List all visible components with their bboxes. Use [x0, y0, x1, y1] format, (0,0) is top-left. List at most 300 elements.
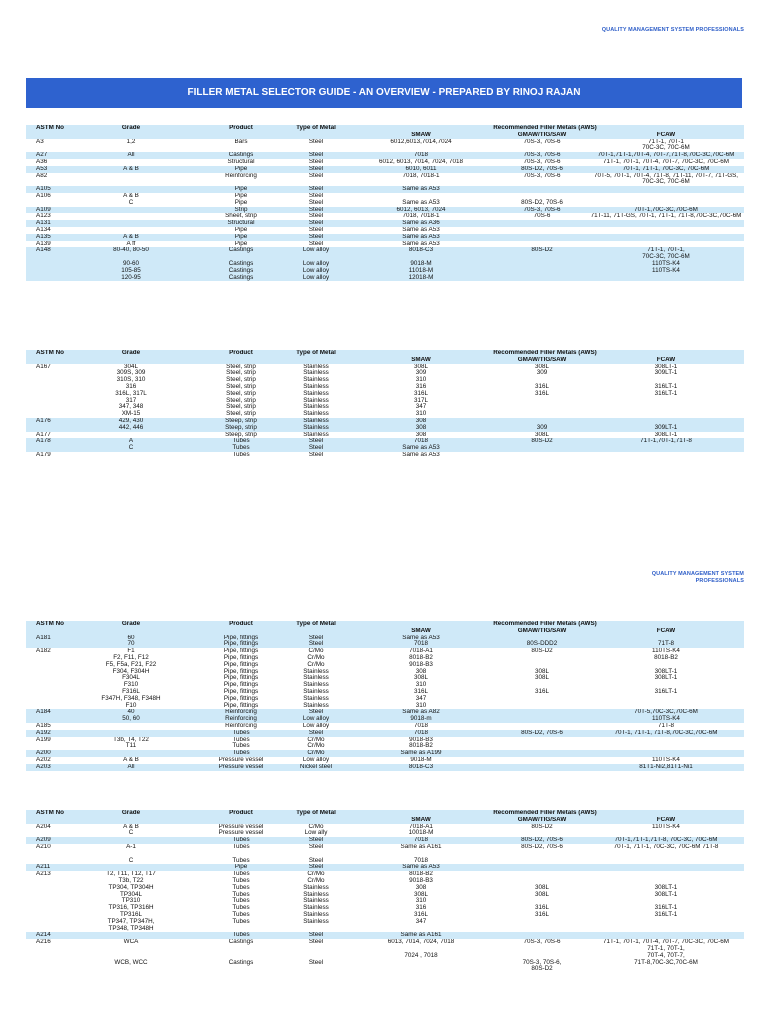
- cell-product: Castings Castings: [228, 939, 254, 966]
- cell-type: Steel: [308, 158, 324, 165]
- filler-table-3: [26, 621, 744, 771]
- table-row: [26, 452, 744, 459]
- cell-grade: A ff: [126, 240, 136, 247]
- cell-product: Tubes: [232, 750, 250, 757]
- cell-fcaw: 110TS-K4: [652, 756, 680, 763]
- cell-smaw: 7018, 7018-1: [402, 213, 440, 220]
- cell-type: Low alloy: [302, 756, 330, 763]
- cell-smaw: 6012,6013,7014,7024: [390, 138, 452, 145]
- table-row: [26, 227, 744, 234]
- cell-product: Reinforcing: [225, 172, 257, 179]
- table-row: [26, 844, 744, 864]
- cell-product: Tubes: [232, 729, 250, 736]
- cell-smaw: Same as A53: [402, 233, 440, 240]
- cell-gmaw: 70S-3, 70S-6: [523, 172, 561, 179]
- cell-grade: [66, 173, 196, 187]
- header-fcaw: FCAW: [656, 627, 676, 634]
- cell-product: Pressure vessel: [218, 756, 264, 763]
- cell-smaw: 8018-C3: [408, 763, 434, 770]
- cell-astm: A177: [36, 431, 51, 438]
- cell-grade: A & B: [123, 165, 139, 172]
- cell-grade: 40 50, 60: [122, 709, 140, 723]
- header-recommended: Recommended Filler Metals (AWS): [493, 350, 597, 356]
- cell-smaw: 7018-A1 10018-M: [408, 823, 434, 837]
- cell-gmaw: [496, 750, 588, 757]
- cell-type: Steel: [308, 729, 324, 736]
- cell-type: Low alloy Low alloy Low alloy Low alloy: [302, 247, 330, 281]
- cell-grade: F1 F2, F11, F12 F5, F5a, F21, F22 F304, F304H F304L F310 F316L F347H, F348, F348H F10: [101, 648, 161, 709]
- cell-product: Reinforcing: [225, 722, 257, 729]
- table-row: [26, 432, 744, 439]
- filler-table-2: [26, 350, 744, 459]
- cell-smaw: 7018: [413, 837, 428, 844]
- cell-gmaw: 80S-D2: [531, 438, 553, 445]
- table-row: [26, 864, 744, 871]
- table-subheader-row: [26, 817, 744, 824]
- cell-product: Pipe, fittings Pipe, fittings: [223, 634, 259, 648]
- cell-gmaw: [496, 723, 588, 730]
- cell-gmaw: [496, 234, 588, 241]
- cell-gmaw: 70S-3, 70S-6: [523, 206, 561, 213]
- cell-gmaw: 70S-3, 70S-6: [523, 158, 561, 165]
- header-spacer: [286, 817, 346, 824]
- cell-astm: A216: [36, 939, 51, 946]
- header-spacer: [66, 132, 196, 139]
- table-header-row: [26, 125, 744, 132]
- header-gmaw: GMAW/TIG/SAW: [517, 816, 567, 823]
- cell-astm: A109: [36, 206, 51, 213]
- cell-fcaw: [588, 227, 744, 234]
- cell-fcaw: 70T-5,70C-3C,70C-6M 110TS-K4: [634, 709, 698, 723]
- header-spacer: [26, 357, 66, 364]
- cell-fcaw: 71T-1,70T-1,71T-8: [640, 438, 692, 445]
- cell-gmaw: [496, 452, 588, 459]
- cell-gmaw: 80S-DDD2: [526, 640, 558, 648]
- cell-smaw: Same as A53: [402, 226, 440, 233]
- cell-gmaw: 70S-3, 70S-6: [523, 138, 561, 145]
- header-smaw: SMAW: [411, 627, 431, 634]
- cell-astm: A27: [36, 152, 48, 159]
- table-row: [26, 939, 744, 973]
- cell-grade: [66, 723, 196, 730]
- header-type: Type of Metal: [296, 810, 336, 816]
- cell-gmaw: [496, 241, 588, 248]
- cell-smaw: 9018-B3 8018-B2: [409, 736, 433, 750]
- cell-smaw: 7018: [413, 152, 428, 159]
- cell-gmaw: 308L: [534, 431, 549, 438]
- header-smaw: SMAW: [411, 131, 431, 138]
- cell-gmaw: 80S-D2 308L 308L 316L: [531, 648, 553, 695]
- cell-smaw: 308L 309 310 316 316L 317L 347 310: [413, 363, 428, 418]
- cell-product: Pipe Pipe: [234, 192, 248, 206]
- cell-smaw: 9018-M: [410, 756, 432, 763]
- header-tag-2: QUALITY MANAGEMENT SYSTEM PROFESSIONALS: [651, 571, 744, 584]
- cell-astm: A3: [36, 138, 44, 145]
- cell-type: Nickel steel: [299, 763, 333, 770]
- table-row: [26, 173, 744, 187]
- cell-product: Pipe: [234, 165, 248, 172]
- cell-smaw: 7018 Same as A53: [402, 438, 440, 452]
- cell-product: Tubes: [232, 932, 250, 939]
- cell-astm: A192: [36, 729, 51, 736]
- cell-gmaw: [496, 186, 588, 193]
- cell-astm: A200: [36, 750, 51, 757]
- cell-astm: A139: [36, 240, 51, 247]
- header-spacer: [66, 628, 196, 635]
- cell-astm: A204: [36, 823, 51, 830]
- header-spacer: [286, 132, 346, 139]
- header-smaw: SMAW: [411, 356, 431, 363]
- cell-astm: A176: [36, 417, 51, 424]
- cell-type: Steel: [308, 932, 324, 939]
- cell-type: Steel: [308, 186, 324, 193]
- cell-smaw: 308 308: [415, 417, 427, 431]
- cell-type: Steel: [308, 451, 324, 458]
- header-spacer: [26, 628, 66, 635]
- table-row: [26, 213, 744, 220]
- cell-smaw: 7018, 7018-1: [402, 172, 440, 179]
- header-spacer: [286, 357, 346, 364]
- cell-fcaw: [588, 241, 744, 248]
- cell-product: Tubes: [232, 837, 250, 844]
- cell-smaw: 8018-B2 9018-B3 308 308L 310 316 316L 347: [409, 871, 433, 925]
- cell-gmaw: [496, 932, 588, 939]
- header-spacer: [196, 817, 286, 824]
- cell-fcaw: 309LT-1: [654, 423, 678, 431]
- header-astm: ASTM No: [36, 125, 64, 131]
- cell-gmaw: [496, 764, 588, 771]
- cell-product: Tubes: [232, 451, 250, 458]
- cell-astm: A210: [36, 843, 51, 850]
- table-row: [26, 750, 744, 757]
- cell-gmaw: 309: [536, 423, 548, 431]
- cell-grade: [66, 837, 196, 844]
- cell-product: Pipe: [234, 186, 248, 193]
- cell-type: C/Mo Cr/Mo Cr/Mo Stainless Stainless Stainless Stainless Stainless Stainless: [303, 648, 329, 709]
- cell-product: Pipe: [234, 226, 248, 233]
- cell-product: Pipe: [234, 233, 248, 240]
- cell-product: Pressure vessel: [218, 763, 264, 770]
- header-product: Product: [229, 621, 253, 627]
- cell-astm: A178: [36, 438, 51, 445]
- header-astm: ASTM No: [36, 621, 64, 627]
- cell-smaw: Same as A199: [400, 750, 442, 757]
- cell-product: Strip: [234, 206, 248, 213]
- cell-fcaw: 308LT-1 309LT-1 316LT-1 316LT-1: [654, 363, 678, 397]
- table-header-row: [26, 621, 744, 628]
- cell-grade: 304L 309S, 309 310S, 310 316 316L, 317L 317 347, 348 XM-15: [115, 363, 147, 418]
- cell-product: Sheet, strip: [225, 213, 257, 220]
- cell-grade: 60 70: [127, 634, 135, 648]
- header-spacer: [66, 357, 196, 364]
- header-fcaw: FCAW: [656, 816, 676, 823]
- table-row: [26, 193, 744, 207]
- cell-fcaw: 110TS-K4: [652, 823, 680, 830]
- table-row: [26, 723, 744, 730]
- cell-fcaw: 81T1-Ni2,81T1-Ni1: [639, 763, 693, 770]
- header-type: Type of Metal: [296, 125, 336, 131]
- cell-gmaw: 308L 308L 316L 316L: [534, 883, 549, 918]
- cell-grade: A-1 C: [126, 843, 136, 864]
- cell-grade: [66, 159, 196, 166]
- table-row: [26, 764, 744, 771]
- cell-smaw: 7018: [413, 722, 428, 729]
- table-row: [26, 418, 744, 432]
- cell-fcaw: 70T-1,71T-1,71T-8, 70C-3C, 70C-6M: [614, 837, 718, 844]
- cell-fcaw: 70T-1, 71T-1, 70C-3C, 70C-6M 71T-8: [613, 843, 719, 850]
- cell-product: Structural: [227, 220, 255, 227]
- header-recommended: Recommended Filler Metals (AWS): [493, 810, 597, 816]
- cell-smaw: 8018-C3 9018-M 11018-M 12018-M: [408, 247, 434, 281]
- table-row: [26, 166, 744, 173]
- cell-fcaw: 71T-1, 70T-1, 70T-4, 70T-7, 70C-3C, 70C-6M 71T-1, 70T-1, 70T-4, 70T-7, 71T-8,70C-3C,70C-6M: [603, 939, 729, 966]
- cell-fcaw: 70T-1, 71T-1, 71T-8,70C-3C,70C-6M: [614, 729, 718, 736]
- cell-gmaw: [496, 227, 588, 234]
- cell-grade: [66, 220, 196, 227]
- table-row: [26, 186, 744, 193]
- cell-astm: A211: [36, 864, 51, 871]
- cell-type: Steel Steel: [308, 939, 324, 966]
- cell-gmaw: 70S-3, 70S-6: [523, 152, 561, 159]
- cell-type: Steel: [308, 138, 324, 145]
- cell-grade: 429, 430 442, 446: [118, 417, 144, 431]
- table-row: [26, 871, 744, 932]
- header-grade: Grade: [121, 621, 141, 627]
- cell-product: Reinforcing Reinforcing: [225, 709, 257, 723]
- header-grade: Grade: [121, 350, 141, 356]
- cell-fcaw: 71T-1, 70T-1, 70C-3C, 70C-6M 110TS-K4 110TS-K4: [642, 247, 690, 274]
- cell-grade: [66, 932, 196, 939]
- header-product: Product: [229, 810, 253, 816]
- cell-product: Steep, strip: [225, 431, 257, 438]
- cell-type: Steel: [308, 864, 324, 871]
- cell-astm: A182: [36, 648, 51, 655]
- cell-product: Castings: [228, 152, 254, 159]
- table-row: [26, 709, 744, 723]
- cell-astm: A179: [36, 451, 51, 458]
- header-type: Type of Metal: [296, 350, 336, 356]
- table-row: [26, 152, 744, 159]
- cell-grade: A & B: [123, 756, 139, 763]
- table-row: [26, 438, 744, 452]
- table-row: [26, 139, 744, 153]
- header-spacer: [196, 628, 286, 635]
- cell-astm: A106: [36, 192, 51, 199]
- cell-gmaw: [496, 220, 588, 227]
- header-recommended: Recommended Filler Metals (AWS): [493, 621, 597, 627]
- header-spacer: [196, 357, 286, 364]
- cell-smaw: Same as A53: [402, 451, 440, 458]
- header-tag: QUALITY MANAGEMENT SYSTEM PROFESSIONALS: [601, 27, 744, 33]
- cell-fcaw: 71T-8: [657, 722, 675, 729]
- cell-fcaw: [588, 864, 744, 871]
- cell-smaw: Same as A161: [400, 932, 442, 939]
- header-gmaw: GMAW/TIG/SAW: [517, 131, 567, 138]
- cell-product: Tubes Tubes: [232, 736, 250, 750]
- header-grade: Grade: [121, 125, 141, 131]
- cell-grade: [66, 864, 196, 871]
- filler-table-1: [26, 125, 744, 281]
- table-row: [26, 207, 744, 214]
- cell-type: Steel: [308, 226, 324, 233]
- table-subheader-row: [26, 357, 744, 364]
- cell-smaw: Same as A53: [402, 198, 440, 206]
- cell-type: C/Mo Low ally: [304, 823, 328, 837]
- header-product: Product: [229, 125, 253, 131]
- cell-grade: A & B: [123, 233, 139, 240]
- cell-astm: A123: [36, 213, 51, 220]
- cell-smaw: Same as A53 7018: [402, 634, 440, 648]
- header-astm: ASTM No: [36, 350, 64, 356]
- cell-type: Steel Low alloy: [302, 709, 330, 723]
- cell-type: Stainless: [303, 431, 329, 438]
- table-header-row: [26, 810, 744, 817]
- cell-product: Structural: [227, 158, 255, 165]
- table-header-row: [26, 350, 744, 357]
- cell-grade: All: [127, 152, 135, 159]
- header-spacer: [196, 132, 286, 139]
- header-astm: ASTM No: [36, 810, 64, 816]
- table-row: [26, 364, 744, 418]
- cell-astm: A203: [36, 763, 51, 770]
- cell-product: Pipe, fittings Pipe, fittings Pipe, fittings Pipe, fittings Pipe, fittings Pipe, fittings Pipe, fittings Pipe, fittings Pipe, fittings: [223, 648, 259, 709]
- cell-astm: A135: [36, 233, 51, 240]
- cell-product: Pipe: [234, 864, 248, 871]
- cell-product: Pipe: [234, 240, 248, 247]
- cell-fcaw: 71T-1, 70T-1, 70T-4, 70T-7, 70C-3C, 70C-6M: [603, 158, 729, 165]
- filler-table-4: [26, 810, 744, 973]
- cell-type: Steel: [308, 206, 324, 213]
- cell-fcaw: 70T-1, 71T-1, 70C-3C, 70C-6M: [622, 165, 710, 172]
- cell-astm: A53: [36, 165, 48, 172]
- cell-fcaw: [588, 220, 744, 227]
- cell-smaw: Same as A53: [402, 240, 440, 247]
- cell-smaw: 6012, 6013, 7014, 7024, 7018: [378, 158, 464, 165]
- cell-fcaw: 308LT-1: [654, 431, 678, 438]
- cell-smaw: 6010, 6011: [405, 165, 437, 172]
- cell-product: Pressure vessel Pressure vessel: [218, 823, 264, 837]
- cell-smaw: Same as A53: [402, 864, 440, 871]
- cell-fcaw: [588, 186, 744, 193]
- cell-fcaw: 308LT-1 308LT-1 316LT-1 316LT-1: [654, 883, 678, 918]
- header-spacer: [66, 817, 196, 824]
- cell-type: Steel: [308, 165, 324, 172]
- cell-smaw: 308: [415, 431, 427, 438]
- cell-gmaw: 80S-D2: [531, 247, 553, 254]
- header-fcaw: FCAW: [656, 131, 676, 138]
- cell-gmaw: [496, 864, 588, 871]
- cell-product: Steel, strip Steel, strip Steel, strip Steel, strip Steel, strip Steel, strip Steel, strip Steel, strip: [226, 363, 256, 418]
- cell-smaw: 7018-A1 8018-B2 9018-B3 308 308L 310 316L 347 310: [409, 648, 433, 709]
- page-title-banner: FILLER METAL SELECTOR GUIDE - AN OVERVIEW - PREPARED BY RINOJ RAJAN: [26, 78, 742, 108]
- header-grade: Grade: [121, 810, 141, 816]
- cell-grade: 1,2: [126, 138, 136, 145]
- table-row: [26, 730, 744, 737]
- cell-gmaw: 80S-D2: [531, 823, 553, 830]
- cell-grade: [66, 432, 196, 439]
- cell-smaw: Same as A53: [402, 186, 440, 193]
- cell-grade: [66, 452, 196, 459]
- cell-astm: A184: [36, 709, 51, 716]
- cell-type: Steel: [308, 233, 324, 240]
- cell-type: Low alloy: [302, 722, 330, 729]
- header-product: Product: [229, 350, 253, 356]
- table-subheader-row: [26, 132, 744, 139]
- cell-fcaw: 71T-11, 71T-GS, 70T-1, 71T-1, 71T-8,70C-3C,70C-6M: [590, 213, 742, 220]
- cell-type: Steel: [308, 240, 324, 247]
- cell-astm: A199: [36, 736, 51, 743]
- table-row: [26, 837, 744, 844]
- cell-gmaw: 80S-D2, 70S-6: [521, 165, 563, 172]
- cell-astm: A209: [36, 837, 51, 844]
- cell-type: Steel: [308, 152, 324, 159]
- cell-grade: [66, 750, 196, 757]
- cell-type: Steel Steel: [308, 192, 324, 206]
- header-recommended: Recommended Filler Metals (AWS): [493, 125, 597, 131]
- cell-fcaw: [588, 932, 744, 939]
- cell-smaw: Same as A82 9018-m: [402, 709, 440, 723]
- table-row: [26, 824, 744, 838]
- header-gmaw: GMAW/TIG/SAW: [517, 627, 567, 634]
- cell-smaw: 7018: [413, 729, 428, 736]
- cell-grade: T2, T11, T12, T17 T3b, T22 TP304, TP304H TP304L TP310 TP316, TP316H TP316L TP347, TP347H, TP348, TP348H: [106, 871, 156, 932]
- cell-fcaw: [588, 452, 744, 459]
- cell-type: Steel: [308, 172, 324, 179]
- cell-type: Stainless Stainless Stainless Stainless Stainless Stainless Stainless Stainless: [303, 363, 329, 418]
- cell-grade: [66, 207, 196, 214]
- cell-gmaw: 70S-6: [533, 213, 551, 220]
- cell-grade: [66, 213, 196, 220]
- cell-fcaw: 70T-5, 70T-1, 70T-4, 71T-8, 71T-11, 70T-7, 71T-GS, 70C-3C, 70C-6M: [593, 172, 739, 186]
- cell-product: Steep, strip Steep, strip: [225, 417, 257, 431]
- cell-grade: A C: [128, 438, 134, 452]
- table-row: [26, 757, 744, 764]
- cell-product: Bars: [234, 138, 248, 145]
- cell-gmaw: 308L 309 316L 316L: [534, 363, 549, 397]
- cell-gmaw: [496, 737, 588, 751]
- cell-type: Cr/Mo: [307, 750, 325, 757]
- cell-type: Steel Steel: [308, 438, 324, 452]
- cell-grade: A & B C: [123, 192, 139, 206]
- header-smaw: SMAW: [411, 816, 431, 823]
- table-row: [26, 635, 744, 649]
- cell-grade: A & B C: [123, 823, 139, 837]
- cell-gmaw: 80S-D2, 70S-6: [521, 198, 563, 206]
- cell-grade: 80-40, 80-50 90-60 105-85 120-95: [113, 247, 149, 281]
- table-row: [26, 648, 744, 709]
- cell-type: Steel: [308, 837, 324, 844]
- cell-grade: All: [127, 763, 135, 770]
- cell-smaw: 6013, 7014, 7024, 7018 7024 , 7018: [387, 939, 455, 959]
- cell-fcaw: 70T-1,70C-3C,70C-6M: [634, 206, 698, 213]
- header-spacer: [286, 628, 346, 635]
- header-type: Type of Metal: [296, 621, 336, 627]
- cell-astm: A36: [36, 158, 48, 165]
- header-fcaw: FCAW: [656, 356, 676, 363]
- table-row: [26, 159, 744, 166]
- cell-type: Stainless Stainless: [303, 417, 329, 431]
- cell-fcaw: [588, 750, 744, 757]
- cell-gmaw: [496, 709, 588, 723]
- cell-astm: A105: [36, 186, 51, 193]
- cell-type: Steel Steel: [308, 634, 324, 648]
- header-spacer: [26, 817, 66, 824]
- cell-product: Tubes Tubes: [232, 438, 250, 452]
- table-row: [26, 247, 744, 281]
- cell-fcaw: 71T-8: [657, 640, 675, 648]
- cell-smaw: 6012, 6013, 7024: [396, 206, 446, 213]
- cell-fcaw: [588, 737, 744, 751]
